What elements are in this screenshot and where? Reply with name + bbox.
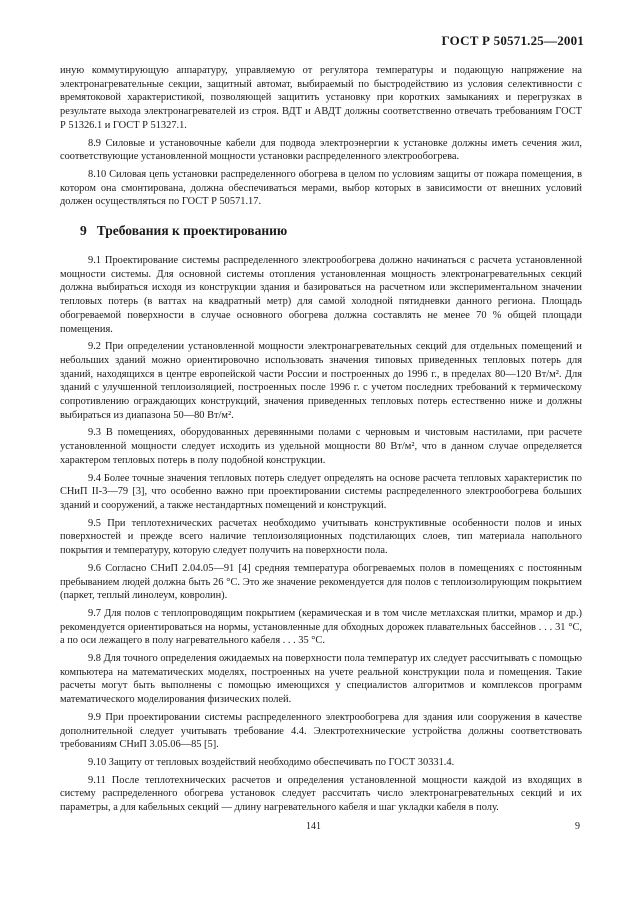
paragraph-9-11: 9.11 После теплотехнических расчетов и определения установленной мощности каждой из входящих в систему распределенного обогрева установок следует рассчитать число электронагревательных секций и их параметры, а для кабельных секций — длину нагревательного кабеля и шаг укладки кабеля в полу. — [60, 774, 582, 814]
paragraph-9-2: 9.2 При определении установленной мощности электронагревательных секций для отдельных помещений и небольших зданий можно ориентировочно использовать значения типовых приведенных тепловых потерь для зданий, находящихся в центре европейской части России и построенных до 1996 г., в пределах 80—120 Вт/м². Для зданий с улучшенной теплоизоляцией, построенных после 1996 г. с учетом последних требований к термическому сопротивлению ограждающих конструкций, значения приведенных тепловых потерь естественно ниже и должны выбираться из диапазона 50—80 Вт/м². — [60, 341, 582, 421]
section-heading — [80, 223, 582, 239]
section-number: 9 — [80, 223, 87, 239]
paragraph-8-9: 8.9 Силовые и установочные кабели для подвода электроэнергии к установке должны иметь сечения жил, соответствующие установленной мощности установки распределенного электрообогрева. — [60, 137, 582, 163]
paragraph-9-8: 9.8 Для точного определения ожидаемых на поверхности пола температур их следует рассчитывать с помощью компьютера на математических моделях, построенных на учете реальной конструкции пола и помещения. Такие расчеты могут быть выполнены с помощью имеющихся у специалистов алгоритмов и комплексов программ математического моделирования физических полей. — [60, 653, 582, 706]
paragraph-9-5: 9.5 При теплотехнических расчетах необходимо учитывать конструктивные особенности полов и иных поверхностей и прежде всего наличие теплоизоляционных подстилающих слоев, тип материала напольного покрытия и температуру, которую следует получить на поверхности пола. — [60, 517, 582, 557]
section-title: Требования к проектированию — [96, 223, 288, 239]
paragraph-9-7: 9.7 Для полов с теплопроводящим покрытием (керамическая и в том числе метлахская плитки, мрамор и др.) рекомендуется ориентироваться на нормы, установленные для обходных дорожек плавательных бассейнов . . . 31 °С, а по оси лежащего в полу нагревательного кабеля . . . 35 °С. — [60, 607, 582, 647]
paragraph-9-1: 9.1 Проектирование системы распределенного электрообогрева должно начинаться с расчета установленной мощности системы. Для основной системы отопления установленная мощность электронагревательных секций должна выбираться исходя из конструкции здания и базироваться на расчетном или экспериментальном значении тепловых потерь (в ваттах на квадратный метр) для самой холодной пятидневки данного региона. Площадь обогреваемой поверхности в случае основного обогрева должна составлять не менее 70 % общей площади помещения. — [60, 255, 582, 335]
document-body — [60, 64, 582, 819]
sheet-number: 9 — [575, 821, 580, 832]
document-header: ГОСТ Р 50571.25—2001 — [441, 33, 584, 48]
paragraph-8-10: 8.10 Силовая цепь установки распределенного обогрева в целом по условиям защиты от пожара помещения, в котором она смонтирована, должна обеспечиваться мерами, выбор которых в зависимости от внешних условий должен осуществляться по ГОСТ Р 50571.17. — [60, 168, 582, 208]
paragraph-9-6: 9.6 Согласно СНиП 2.04.05—91 [4] средняя температура обогреваемых полов в помещениях с постоянным пребыванием людей должна быть 26 °С. Это же значение рекомендуется для полов с теплоизолирующим покрытием (паркет, теплый линолеум, ковролин). — [60, 562, 582, 602]
paragraph-continuation: иную коммутирующую аппаратуру, управляемую от регулятора температуры и подающую напряжение на электронагревательные секции, защитный автомат, выбираемый по быстродействию из условия селективности с времятоковой характеристикой, позволяющей защитить установку при коротких замыканиях и перегрузках в результате выхода электронагревателей из строя. ВДТ и АВДТ должны соответственно отвечать требованиям ГОСТ Р 51326.1 и ГОСТ Р 51327.1. — [60, 65, 582, 131]
paragraph-9-4: 9.4 Более точные значения тепловых потерь следует определять на основе расчета тепловых характеристик по СНиП II-3—79 [3], что особенно важно при проектировании системы распределенного электрообогрева больших зданий и сооружений, а также нестандартных помещений и конструкций. — [60, 472, 582, 511]
paragraph-9-10: 9.10 Защиту от тепловых воздействий необходимо обеспечивать по ГОСТ 30331.4. — [88, 756, 455, 768]
page-number: 141 — [306, 821, 321, 832]
paragraph-9-3: 9.3 В помещениях, оборудованных деревянными полами с черновым и чистовым настилами, при расчете установленной мощности следует исходить из удельной мощности 80 Вт/м², что в данном случае определяется характером тепловых потерь в полу подобной конструкции. — [60, 427, 582, 466]
paragraph-9-9: 9.9 При проектировании системы распределенного электрообогрева для здания или сооружения в качестве дополнительной следует учитывать требование 4.4. Электротехнические устройства должны соответствовать требованиям СНиП 3.05.06—85 [5]. — [60, 711, 582, 751]
